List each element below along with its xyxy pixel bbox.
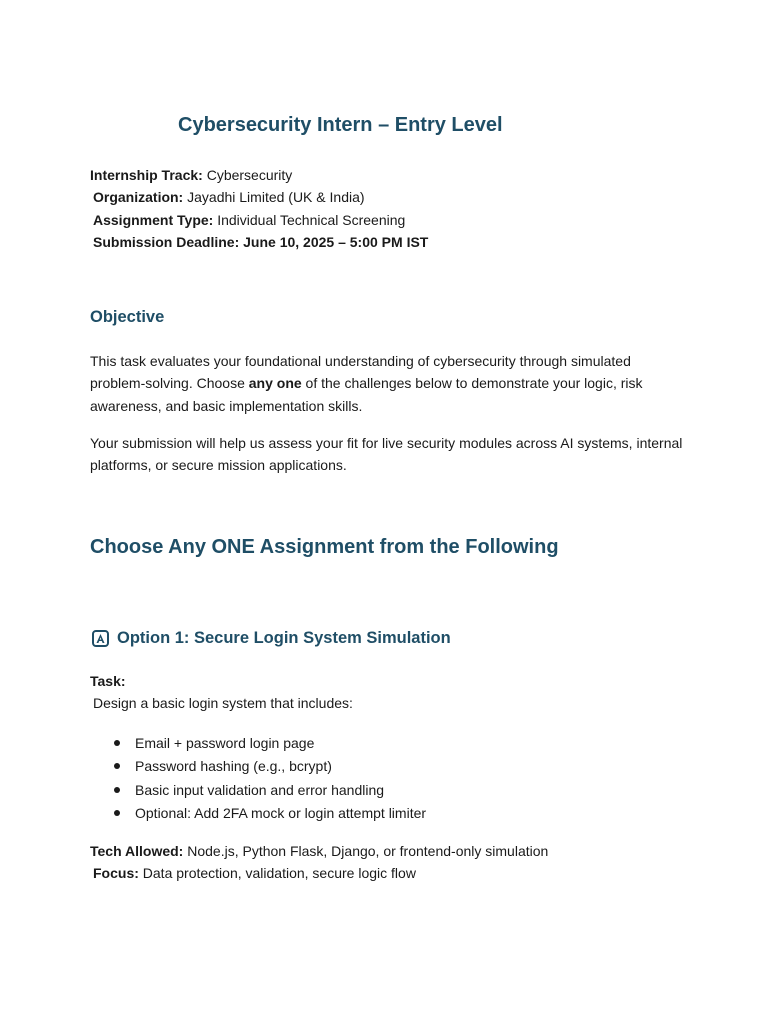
- objective-paragraph-1: [90, 350, 685, 417]
- document-title: Cybersecurity Intern – Entry Level: [178, 114, 503, 136]
- task-description: Design a basic login system that includes:: [93, 695, 353, 711]
- list-item: [90, 780, 426, 803]
- meta-assignment-type: [90, 209, 428, 231]
- focus-label: Focus:: [93, 865, 139, 882]
- task-requirements-list: [90, 733, 426, 826]
- meta-track-value: Cybersecurity: [202, 167, 293, 183]
- assignment-meta: [90, 164, 428, 253]
- meta-organization: [90, 186, 428, 208]
- choose-assignment-heading: Choose Any ONE Assignment from the Following: [90, 536, 559, 558]
- option-1-heading: [90, 629, 451, 648]
- tech-allowed-label: Tech Allowed:: [90, 843, 184, 859]
- option-1-heading-text: Option 1: Secure Login System Simulation: [117, 629, 451, 647]
- objective-paragraph-2: Your submission will help us assess your fit for live security modules across AI systems, internal platforms, or secure mission applications.: [90, 435, 683, 474]
- tech-and-focus: [90, 840, 548, 885]
- bullet-icon: [114, 763, 120, 769]
- meta-track: [90, 164, 428, 186]
- objective-p1-bold: any one: [248, 375, 302, 392]
- list-item: [90, 803, 426, 826]
- list-item: [90, 756, 426, 779]
- list-item-text: Basic input validation and error handling: [135, 781, 385, 798]
- focus-value: Data protection, validation, secure logic flow: [138, 865, 416, 882]
- list-item-text: Optional: Add 2FA mock or login attempt limiter: [135, 804, 427, 821]
- meta-org-label: Organization:: [93, 189, 184, 206]
- objective-heading: Objective: [90, 308, 165, 326]
- list-item-text: Email + password login page: [135, 735, 315, 751]
- meta-org-value: Jayadhi Limited (UK & India): [183, 189, 365, 206]
- meta-type-value: Individual Technical Screening: [213, 211, 406, 228]
- tech-allowed: [90, 840, 548, 862]
- meta-track-label: Internship Track:: [90, 167, 203, 183]
- focus: [90, 862, 548, 884]
- bullet-icon: [114, 787, 120, 793]
- task-label: Task:: [90, 673, 126, 689]
- meta-deadline: Submission Deadline: June 10, 2025 – 5:00 PM IST: [93, 233, 429, 250]
- list-item: [90, 733, 426, 756]
- meta-type-label: Assignment Type:: [93, 211, 214, 228]
- objective-p1-before: This task evaluates your foundational understanding of cybersecurity through simulated problem-solving. Choose: [90, 353, 631, 392]
- tech-allowed-value: Node.js, Python Flask, Django, or frontend-only simulation: [183, 843, 549, 859]
- letter-a-icon: [92, 630, 109, 647]
- list-item-text: Password hashing (e.g., bcrypt): [135, 758, 332, 775]
- objective-p1-after: of the challenges below to demonstrate your logic, risk awareness, and basic implementation skills.: [90, 375, 643, 414]
- bullet-icon: [114, 740, 120, 746]
- bullet-icon: [114, 810, 120, 816]
